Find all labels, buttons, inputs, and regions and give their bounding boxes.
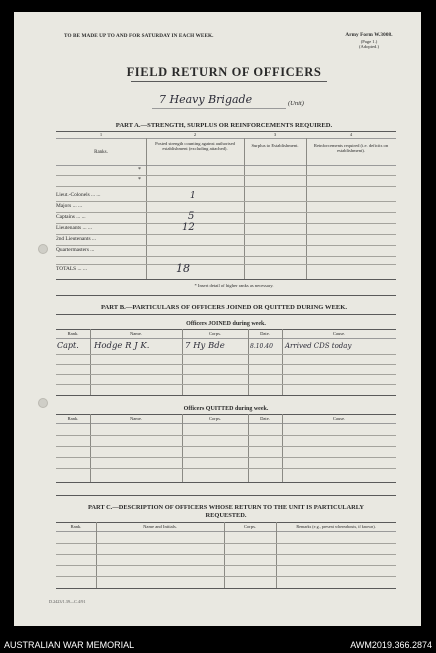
- asterisk-row-1: *: [138, 167, 141, 173]
- rank-row-majors: Majors ... ...: [56, 203, 83, 209]
- quitted-title-rule: [56, 414, 396, 415]
- part-c-divider-1: [96, 522, 97, 588]
- part-a-footnote: * Insert detail of higher ranks as necessary.: [194, 283, 274, 288]
- rank-row-quartermasters: Quartermasters ...: [56, 247, 95, 253]
- joined-row-rule-2: [56, 364, 396, 365]
- quitted-bottom-rule: [56, 482, 396, 483]
- document-page: [14, 12, 421, 626]
- quitted-col-cause: Cause.: [332, 416, 346, 421]
- joined-divider-3: [248, 329, 249, 395]
- part-a-divider-1: [146, 138, 147, 280]
- joined-col-name: Name.: [129, 331, 143, 336]
- footer-institution: AUSTRALIAN WAR MEMORIAL: [4, 640, 135, 650]
- part-c-row-rule-1: [56, 543, 396, 544]
- quitted-col-date: Date.: [260, 416, 270, 421]
- quitted-divider-4: [282, 414, 283, 482]
- quitted-row-rule-3: [56, 457, 396, 458]
- part-c-row-rule-3: [56, 565, 396, 566]
- footer-accession: AWM2019.366.2874: [350, 640, 432, 650]
- col-number-1: 1: [99, 132, 103, 137]
- col-header-ranks: Ranks.: [94, 150, 108, 155]
- quitted-row-rule-1: [56, 435, 396, 436]
- rank-row-lieut-colonels: Lieut.-Colonels ... ...: [56, 192, 101, 198]
- rank-rule-2: [56, 212, 396, 213]
- part-c-divider-2: [224, 522, 225, 588]
- rank-rule-3: [56, 223, 396, 224]
- joined-header-rule: [56, 338, 396, 339]
- quitted-row-rule-2: [56, 446, 396, 447]
- quitted-col-rank: Rank.: [67, 416, 79, 421]
- part-c-col-corps: Corps.: [243, 524, 257, 529]
- joined-entry-date: 8.10.40: [250, 343, 273, 350]
- quitted-divider-3: [248, 414, 249, 482]
- joined-entry-corps: 7 Hy Bde: [185, 341, 225, 351]
- joined-col-cause: Cause.: [332, 331, 346, 336]
- part-c-heading-line2: REQUESTED.: [205, 512, 247, 519]
- totals-value: 18: [176, 262, 190, 275]
- part-c-heading-line1: PART C.—DESCRIPTION OF OFFICERS WHOSE RETURN TO THE UNIT IS PARTICULARLY: [87, 504, 364, 511]
- asterisk-row-2: *: [138, 177, 141, 183]
- rank-rule-4: [56, 234, 396, 235]
- rank-rule-6: [56, 256, 396, 257]
- part-b-heading-rule: [56, 314, 396, 315]
- rank-row-2nd-lieutenants: 2nd Lieutenants ...: [56, 236, 96, 242]
- quitted-row-rule-4: [56, 468, 396, 469]
- header-instruction: TO BE MADE UP TO AND FOR SATURDAY IN EACH WEEK.: [64, 33, 214, 39]
- joined-title-rule: [56, 329, 396, 330]
- part-b-top-rule: [56, 295, 396, 296]
- rank-rule-1: [56, 201, 396, 202]
- part-c-row-rule-4: [56, 576, 396, 577]
- page-title: FIELD RETURN OF OFFICERS: [126, 65, 322, 79]
- col-header-posted: Posted strength counting against authorised establishment (excluding attached).: [155, 141, 235, 152]
- quitted-divider-1: [90, 414, 91, 482]
- col-number-2: 2: [193, 132, 197, 137]
- col-number-3: 3: [273, 132, 277, 137]
- unit-label: (Unit): [288, 100, 304, 107]
- part-a-bottom-rule: [56, 279, 396, 280]
- totals-label: TOTALS ... ...: [56, 266, 87, 272]
- part-a-divider-3: [306, 138, 307, 280]
- quitted-divider-2: [182, 414, 183, 482]
- quitted-header-rule: [56, 423, 396, 424]
- part-c-col-rank: Rank.: [70, 524, 82, 529]
- rank-rule-5: [56, 245, 396, 246]
- part-c-col-name: Name and Initials.: [143, 524, 177, 529]
- joined-row-rule-4: [56, 384, 396, 385]
- unit-underline: [152, 108, 286, 109]
- joined-divider-2: [182, 329, 183, 395]
- part-c-heading-rule: [56, 522, 396, 523]
- joined-divider-4: [282, 329, 283, 395]
- part-c-col-remarks: Remarks (e.g., present whereabouts, if known).: [296, 524, 376, 529]
- joined-bottom-rule: [56, 395, 396, 396]
- joined-entry-rank: Capt.: [57, 341, 79, 350]
- col-header-surplus: Surplus to Establishment.: [251, 143, 299, 148]
- rank-row-lieutenants: Lieutenants ... ...: [56, 225, 92, 231]
- part-c-row-rule-2: [56, 554, 396, 555]
- value-lieut-colonels: 1: [190, 191, 196, 201]
- unit-handwritten: 7 Heavy Brigade: [159, 93, 253, 106]
- punch-hole-bottom: [38, 398, 48, 408]
- joined-entry-name: Hodge R J K.: [94, 341, 150, 351]
- joined-title: Officers JOINED during week.: [186, 321, 266, 327]
- joined-col-date: Date.: [260, 331, 270, 336]
- archive-footer: [0, 637, 436, 653]
- part-a-divider-2: [244, 138, 245, 280]
- part-a-header-rule: [56, 165, 396, 166]
- joined-col-rank: Rank.: [67, 331, 79, 336]
- form-page: (Page 1.): [360, 39, 378, 44]
- print-code: D.2423/1.39—C.4/91: [49, 599, 86, 604]
- value-captains: 5: [188, 211, 195, 222]
- col-header-reinforcements: Reinforcements required (i.e. deficits on establishment).: [313, 143, 389, 154]
- title-underline: [131, 81, 327, 82]
- asterisk-rule-2: [56, 186, 396, 187]
- quitted-title: Officers QUITTED during week.: [183, 406, 269, 412]
- part-c-header-rule: [56, 531, 396, 532]
- part-c-top-rule: [56, 495, 396, 496]
- form-number: Army Form W.3008.: [345, 32, 393, 38]
- part-c-bottom-rule: [56, 588, 396, 589]
- punch-hole-top: [38, 244, 48, 254]
- form-adopted: (Adopted.): [358, 44, 380, 49]
- part-a-num-rule: [56, 138, 396, 139]
- part-b-heading: PART B.—PARTICULARS OF OFFICERS JOINED OR QUITTED DURING WEEK.: [100, 304, 348, 311]
- joined-col-corps: Corps.: [208, 331, 222, 336]
- joined-divider-1: [90, 329, 91, 395]
- rank-row-captains: Captains ... ...: [56, 214, 86, 220]
- joined-row-rule-3: [56, 374, 396, 375]
- part-c-divider-3: [276, 522, 277, 588]
- quitted-col-name: Name.: [129, 416, 143, 421]
- quitted-col-corps: Corps.: [208, 416, 222, 421]
- value-lieutenants: 12: [182, 222, 195, 233]
- joined-row-rule-1: [56, 354, 396, 355]
- asterisk-rule-1: [56, 175, 396, 176]
- joined-entry-cause: Arrived CDS today: [285, 342, 352, 350]
- rank-rule-7: [56, 264, 396, 265]
- col-number-4: 4: [349, 132, 353, 137]
- part-a-heading: PART A.—STRENGTH, SURPLUS OR REINFORCEMENTS REQUIRED.: [115, 122, 333, 129]
